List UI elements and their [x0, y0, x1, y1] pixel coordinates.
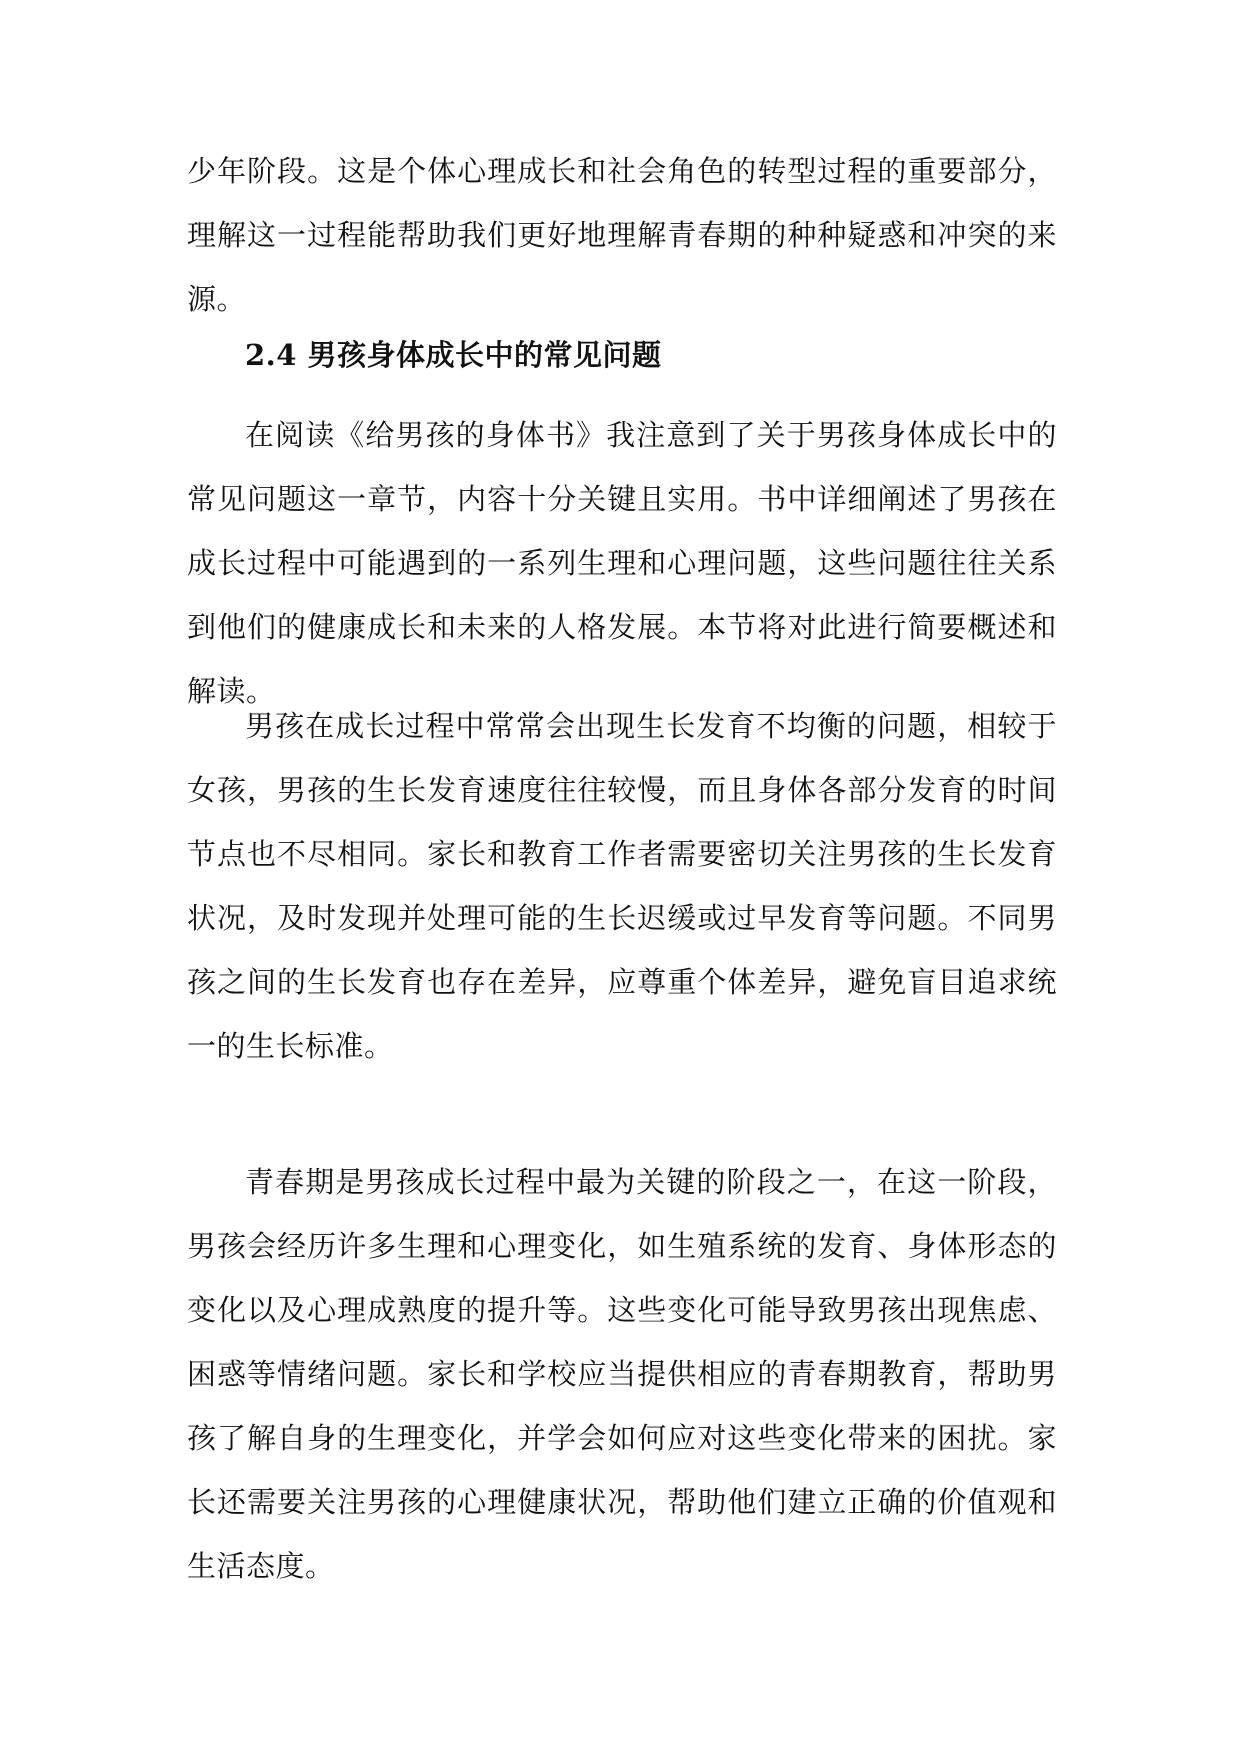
paragraph-growth: 男孩在成长过程中常常会出现生长发育不均衡的问题，相较于女孩，男孩的生长发育速度往往较慢，而且身体各部分发育的时间节点也不尽相同。家长和教育工作者需要密切关注男孩的生长发育状况，及时发现并处理可能的生长迟缓或过早发育等问题。不同男孩之间的生长发育也存在差异，应尊重个体差异，避免盲目追求统一的生长标准。	[187, 709, 1057, 1063]
paragraph-continuation: 少年阶段。这是个体心理成长和社会角色的转型过程的重要部分，理解这一过程能帮助我们更好地理解青春期的种种疑惑和冲突的来源。	[187, 154, 1057, 316]
paragraph-intro: 在阅读《给男孩的身体书》我注意到了关于男孩身体成长中的常见问题这一章节，内容十分关键且实用。书中详细阐述了男孩在成长过程中可能遇到的一系列生理和心理问题，这些问题往往关系到他们的健康成长和未来的人格发展。本节将对此进行简要概述和解读。	[187, 418, 1057, 708]
paragraph-puberty: 青春期是男孩成长过程中最为关键的阶段之一，在这一阶段，男孩会经历许多生理和心理变化，如生殖系统的发育、身体形态的变化以及心理成熟度的提升等。这些变化可能导致男孩出现焦虑、困惑等情绪问题。家长和学校应当提供相应的青春期教育，帮助男孩了解自身的生理变化，并学会如何应对这些变化带来的困扰。家长还需要关注男孩的心理健康状况，帮助他们建立正确的价值观和生活态度。	[187, 1165, 1057, 1583]
section-heading: 2.4 男孩身体成长中的常见问题	[245, 338, 662, 372]
